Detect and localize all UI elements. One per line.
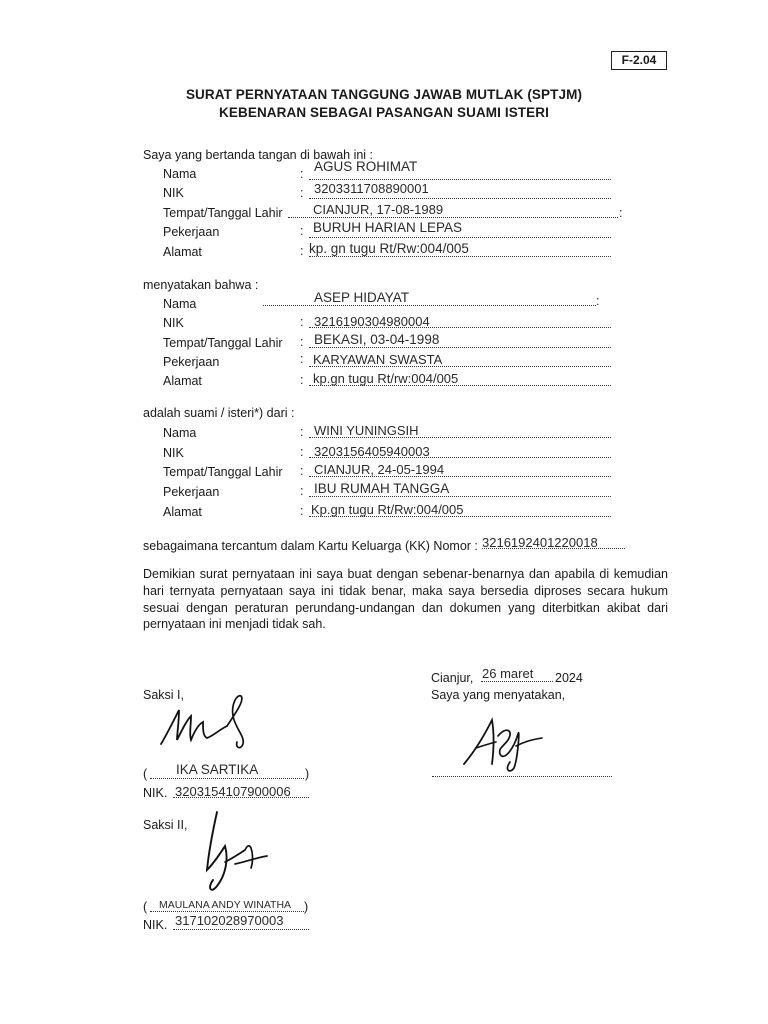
section1-nik-value: 3203311708890001 xyxy=(314,181,429,196)
section3-nama-label: Nama xyxy=(163,426,197,440)
section1-nik-label: NIK xyxy=(163,186,184,200)
section3-intro: adalah suami / isteri*) dari : xyxy=(143,406,295,420)
kk-label: sebagaimana tercantum dalam Kartu Keluarga (KK) Nomor : xyxy=(143,539,478,553)
section3-ttl-value: CIANJUR, 24-05-1994 xyxy=(314,462,445,477)
statement-paragraph: Demikian surat pernyataan ini saya buat dengan sebenar-benarnya dan apabila di kemudian hari ternyata pernyataan saya ini tidak benar, maka saya bersedia diproses secara hukum sesuai dengan peraturan perundang-undangan dan dokumen yang diterbitkan akibat dari pernyataan ini menjadi tidak sah. xyxy=(143,567,668,632)
witness2-label: Saksi II, xyxy=(143,818,188,832)
section2-pekerjaan-value: KARYAWAN SWASTA xyxy=(313,352,443,367)
witness2-paren-open: ( xyxy=(143,900,148,914)
section3-alamat-value: Kp.gn tugu Rt/Rw:004/005 xyxy=(311,502,464,517)
witness2-paren-close: ) xyxy=(304,900,309,914)
section2-alamat-label: Alamat xyxy=(163,374,202,388)
section2-nik-label: NIK xyxy=(163,316,184,330)
section2-pekerjaan-label: Pekerjaan xyxy=(163,355,220,369)
declarant-label: Saya yang menyatakan, xyxy=(431,688,566,702)
witness1-nik-label: NIK. xyxy=(143,786,168,800)
section3-pekerjaan-value: IBU RUMAH TANGGA xyxy=(314,481,450,496)
section3-nik-value: 3203156405940003 xyxy=(314,444,430,459)
signing-date: 26 maret xyxy=(482,666,534,681)
witness2-nik: 317102028970003 xyxy=(175,913,284,928)
section1-nama-value: AGUS ROHIMAT xyxy=(314,159,418,174)
section3-alamat-label: Alamat xyxy=(163,505,202,519)
document-title: SURAT PERNYATAAN TANGGUNG JAWAB MUTLAK (SPTJM) xyxy=(185,87,583,102)
section2-ttl-label: Tempat/Tanggal Lahir xyxy=(163,336,283,350)
document-subtitle: KEBENARAN SEBAGAI PASANGAN SUAMI ISTERI xyxy=(219,105,549,120)
section2-nama-label: Nama xyxy=(163,297,197,311)
signing-year: 2024 xyxy=(555,671,583,685)
declarant-signature xyxy=(458,712,548,776)
witness1-paren-close: ) xyxy=(305,767,310,781)
witness2-name: MAULANA ANDY WINATHA xyxy=(159,899,292,911)
signing-place: Cianjur, xyxy=(431,671,474,685)
section2-intro: menyatakan bahwa : xyxy=(143,278,259,292)
section1-alamat-label: Alamat xyxy=(163,245,202,259)
form-code: F-2.04 xyxy=(611,51,667,70)
section3-pekerjaan-label: Pekerjaan xyxy=(163,485,220,499)
section1-ttl-value: CIANJUR, 17-08-1989 xyxy=(313,202,444,217)
section1-nama-label: Nama xyxy=(163,167,197,181)
witness1-paren-open: ( xyxy=(143,767,148,781)
witness1-signature xyxy=(157,690,257,756)
section1-pekerjaan-value: BURUH HARIAN LEPAS xyxy=(313,220,463,235)
section2-alamat-value: kp.gn tugu Rt/rw:004/005 xyxy=(313,371,459,386)
witness1-nik: 3203154107900006 xyxy=(175,784,291,799)
witness1-name: IKA SARTIKA xyxy=(176,762,259,777)
witness2-signature xyxy=(195,806,275,902)
section2-nama-value: ASEP HIDAYAT xyxy=(314,290,410,305)
section2-nik-value: 3216190304980004 xyxy=(314,314,430,329)
kk-number: 3216192401220018 xyxy=(482,535,598,550)
section1-ttl-label: Tempat/Tanggal Lahir xyxy=(163,206,283,220)
section3-ttl-label: Tempat/Tanggal Lahir xyxy=(163,465,283,479)
witness2-nik-label: NIK. xyxy=(143,918,168,932)
witness1-label: Saksi I, xyxy=(143,688,184,702)
section1-alamat-value: kp. gn tugu Rt/Rw:004/005 xyxy=(309,241,469,256)
section3-nik-label: NIK xyxy=(163,446,184,460)
section1-pekerjaan-label: Pekerjaan xyxy=(163,225,220,239)
section1-intro: Saya yang bertanda tangan di bawah ini : xyxy=(143,148,374,162)
section2-ttl-value: BEKASI, 03-04-1998 xyxy=(314,332,440,347)
section3-nama-value: WINI YUNINGSIH xyxy=(314,423,419,438)
